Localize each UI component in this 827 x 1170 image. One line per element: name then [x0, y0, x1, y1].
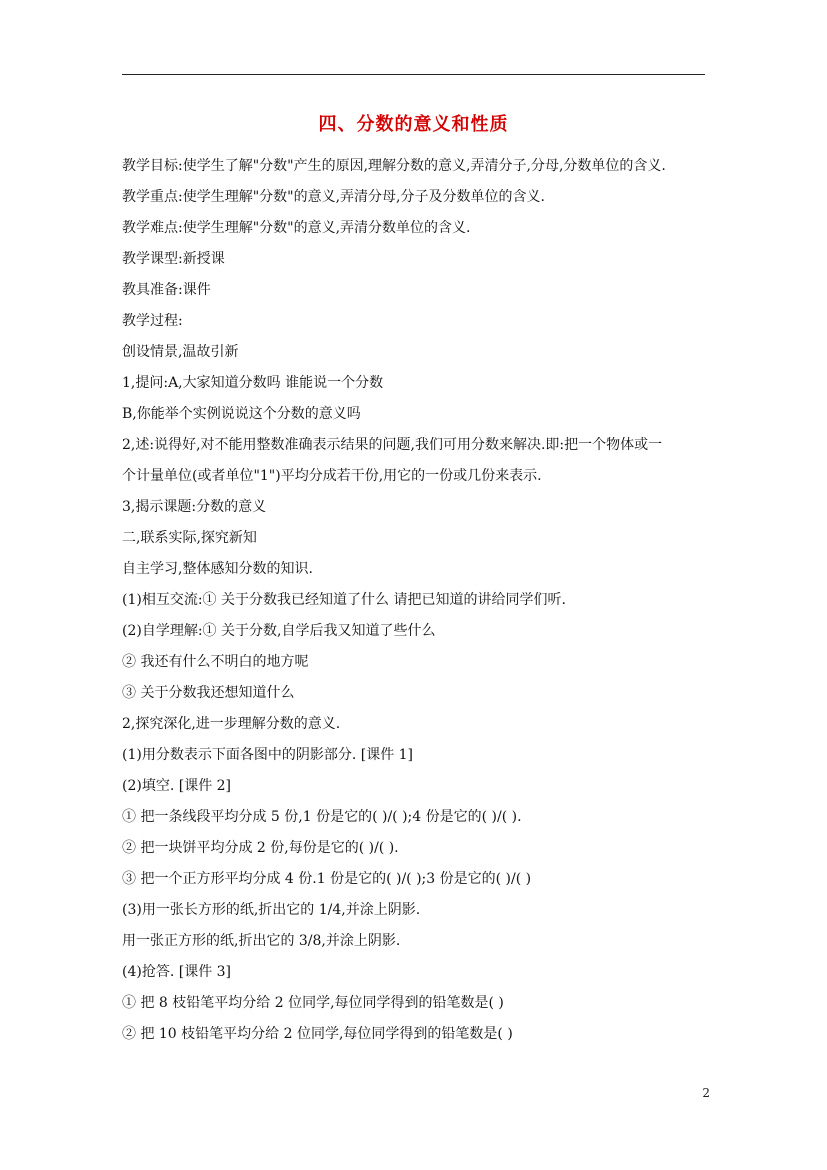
text-line: 创设情景,温故引新 [122, 344, 239, 360]
text-line: 二,联系实际,探究新知 [122, 530, 257, 546]
text-line: ① 把一条线段平均分成 5 份,1 份是它的( )/( );4 份是它的( )/( ). [122, 809, 522, 825]
text-line: 教学课型:新授课 [122, 251, 225, 267]
text-line: (2)自学理解:① 关于分数,自学后我又知道了些什么 [122, 623, 436, 639]
text-line: 教学过程: [122, 313, 183, 329]
text-line: ① 把 8 枝铅笔平均分给 2 位同学,每位同学得到的铅笔数是( ) [122, 995, 504, 1011]
text-line: ② 我还有什么不明白的地方呢 [122, 654, 309, 670]
text-line: (1)相互交流:① 关于分数我已经知道了什么 请把已知道的讲给同学们听. [122, 592, 566, 608]
text-line: 教学重点:使学生理解"分数"的意义,弄清分母,分子及分数单位的含义. [122, 189, 545, 205]
page-number: 2 [702, 1086, 710, 1100]
text-line: (2)填空. [课件 2] [122, 778, 232, 794]
text-line: 1,提问:A,大家知道分数吗 谁能说一个分数 [122, 375, 384, 391]
text-line: B,你能举个实例说说这个分数的意义吗 [122, 406, 361, 422]
text-line: 教学目标:使学生了解"分数"产生的原因,理解分数的意义,弄清分子,分母,分数单位的含义. [122, 158, 666, 174]
text-line: ② 把一块饼平均分成 2 份,每份是它的( )/( ). [122, 840, 399, 856]
header-rule [122, 74, 705, 75]
text-line: 自主学习,整体感知分数的知识. [122, 561, 313, 577]
text-line: (3)用一张长方形的纸,折出它的 1/4,并涂上阴影. [122, 902, 421, 918]
text-line: 教学难点:使学生理解"分数"的意义,弄清分数单位的含义. [122, 220, 471, 236]
text-line: 个计量单位(或者单位"1")平均分成若干份,用它的一份或几份来表示. [122, 468, 542, 484]
text-line: 3,揭示课题:分数的意义 [122, 499, 267, 515]
text-line: ③ 把一个正方形平均分成 4 份.1 份是它的( )/( );3 份是它的( )/( ) [122, 871, 532, 887]
text-line: (1)用分数表示下面各图中的阴影部分. [课件 1] [122, 747, 414, 763]
lesson-body [122, 151, 712, 1050]
text-line: 2,述:说得好,对不能用整数准确表示结果的问题,我们可用分数来解决.即:把一个物体或一 [122, 437, 663, 453]
text-line: ② 把 10 枝铅笔平均分给 2 位同学,每位同学得到的铅笔数是( ) [122, 1026, 513, 1042]
text-line: 用一张正方形的纸,折出它的 3/8,并涂上阴影. [122, 933, 401, 949]
text-line: (4)抢答. [课件 3] [122, 964, 232, 980]
text-line: 教具准备:课件 [122, 282, 211, 298]
page-title: 四、分数的意义和性质 [318, 114, 509, 135]
text-line: ③ 关于分数我还想知道什么 [122, 685, 295, 701]
text-line: 2,探究深化,进一步理解分数的意义. [122, 716, 341, 732]
